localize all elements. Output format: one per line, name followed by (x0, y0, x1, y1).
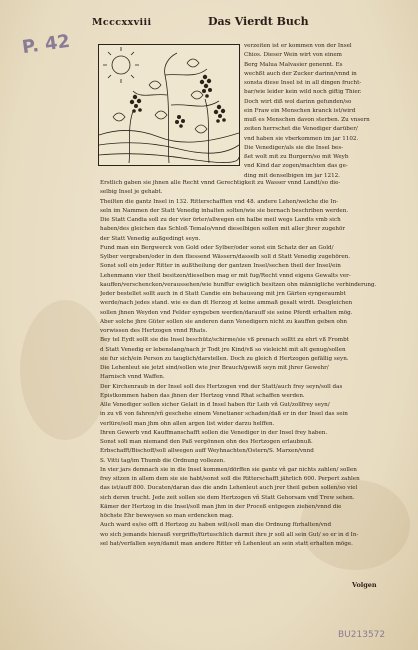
main-text-body (100, 179, 404, 549)
body-text-line: frey sitzen in allem dem sie sie habt/sonst soll die Ritterschafft jährlich 600. Perpert zahlen (100, 476, 360, 482)
body-text-line: vorwissen des Hertzogen vnnd Rhats. (100, 328, 208, 334)
archive-number: BU213572 (338, 630, 386, 640)
body-text-line: selbig Insel je gehabt. (100, 189, 163, 196)
side-text-line: bar/wie leider kein wild noch giftig Thier. (244, 89, 362, 96)
body-text-line: Sonst soll man niemand den Paß vergönnen ohn des Hertzogen erlaubnuß. (100, 439, 313, 445)
body-text-line: das ist/auff 800. Ducaten/daran das die andn Lehenleut auch jrer theil geben sollen/so viel (100, 485, 358, 492)
body-text-line: Erstlich gaben sie jhnen alle Recht vnnd Gerechtigkeit zu Wasser vnnd Landt/so die- (100, 180, 341, 186)
side-text-line: ßet wolt mit zu Burgern/so mit Weyb (244, 154, 349, 160)
side-text-line: ein Fraw ein Menschen kranck ist/wird (244, 107, 356, 114)
body-text-line: Erbschafft/Bischoff/soll allwegen auff Weyhnachten/Ostern/S. Marxen/vnnd (100, 448, 314, 455)
running-title: Das Vierdt Buch (208, 15, 309, 28)
body-text-line: höchste Ehr beweysen so man erdencken mag. (100, 513, 234, 519)
body-text-line: kauffen/verschencken/veraussehen/wie hunffur ewiglich besitzen ohn männigliche verhinderung. (100, 281, 377, 288)
body-text-line: sich deren trucht. Jede zeit sollen sie dem Hertzogen vñ Statt Gehorsam vnd Trew sehen. (100, 494, 355, 501)
side-text-line: Doch wirt diß wol darinn gefunden/so (244, 98, 352, 105)
body-text-line: wo sich jemands hierauß vergriffe/fürtuschlich darmit ihre jr soll all sein Gut/ so er in d In- (100, 531, 359, 538)
side-text-line: vnd haben sie vberkommen im jar 1102. (244, 135, 359, 142)
side-text-line: vnd Kind dar zogen/machten das ge- (244, 163, 348, 170)
body-text-line: Kämer der Hertzog in die Insel/soll man jhm in der Proceß entgegen ziehen/vnnd die (100, 503, 342, 510)
body-text-line: Ihren Gewerb vnd Kauffmanschafft sollen die Venediger in der Insel frey haben. (100, 429, 328, 436)
body-text-line: Alle Venediger sollen sicher Gelait in d Insel haben für Leib vñ Gut/zollfrey seyn/ (100, 402, 330, 408)
body-text-line: haben/des gleichen das Schloß Temalo/vnnd dieselbigen sollen mit aller jhrer zugehör (100, 226, 346, 233)
woodcut-grapevine-image (99, 45, 239, 165)
folio-number: Mcccxxviii (92, 17, 152, 28)
body-text-line: in zu vß von fahren/vñ geschehe einem Venetianer schaden/daß er in der Insel das sein (100, 411, 348, 418)
side-text-line: Die Venediger/als sie die Insel bes- (244, 144, 344, 151)
body-text-line: Harnisch vnnd Waffen. (100, 374, 165, 381)
side-text-line: ding mit denselbigen im jar 1212. (244, 172, 340, 179)
body-text-line: Aber solche jhre Güter sollen sie anderen dann Venedigern nicht zu kauffen geben ohn (100, 318, 348, 325)
body-text-line: Theilten die gantz Insel in 132. Ritterschafften vnd 48. andere Lehen/welche die In- (100, 198, 339, 205)
catchword: Volgen (352, 581, 377, 589)
body-text-line: Die Statt Candia soll zu der vier örter/allwegen ein halbe meil wegs Landts vmb sich (100, 217, 341, 223)
body-text-line: Epistkommen haben das jhnen der Hertzog vnnd Rhat schaffen werden. (100, 392, 305, 399)
side-text-line: verzeiten ist er kommen von der Insel (244, 43, 352, 49)
paper-stain (20, 300, 110, 440)
body-text-line: S. Vitti tag/im Thumb die Ordnung vollezen. (100, 457, 226, 464)
body-text-line: Bey tel Eydt sollt sie die Insel beschütz/schirme/sie vß prenach solltt zu ehrt vß Frombt (100, 337, 349, 344)
body-text-line: seln im Nammen der Statt Venedig inhalten solten/wie sie hernach beschriben werden. (100, 207, 349, 214)
body-text-line: verlüre/soll man jhm ohn allen argen list wider darzu helffen. (100, 420, 275, 427)
pencil-mark: P. 42 (20, 30, 72, 59)
body-text-line: der Statt Venedig außgedingt seyn. (100, 235, 201, 242)
body-text-line: werde/nach jedes stand. wie es dan dt Herzog zt keine ammaß gesalt wirdt. Desgleichen (100, 300, 353, 307)
body-text-line: d Statt Venedig er lebenslang/nach jr Todt jre Kind/vß so vieleicht mit alt genug/sollen (100, 346, 346, 353)
side-text-line: Berg Malua Malvasier genennt. Es (244, 61, 343, 68)
body-text-line: Fund man ein Bergwerck von Gold oder Sylber/oder sonst ein Schatz der an Gold/ (100, 244, 334, 251)
body-text-line: sie fur sich/ein Person zu tauglich/darstellen. Doch zu gleich d Hertzogen gefällig seyn. (100, 355, 349, 362)
body-text-line: Auch ward es/so offt d Hertzog zu haben will/soll man die Ordnung fürhalten/vnd (100, 522, 332, 529)
body-text-line: sel hat/verfallen seyn/damit man andere Ritter vñ Lehenleut an sein statt erhalten möge. (100, 540, 353, 547)
body-text-line: Sonst soll ein jeder Ritter in außtheilung der gantzen Insel/sechen theil der Insel/ein (100, 263, 341, 270)
side-text-line: sonsta diese Insel ist in all dingen frucht- (244, 80, 362, 86)
side-text-line: zeiten herrschet die Venediger darüber/ (244, 126, 358, 133)
body-text-line: In vier jars demnach sie in die Insel kommen/dörffen sie gantz vñ gar nichts zahlen/ sollen (100, 466, 357, 473)
body-text-line: Sylber vergraben/oder in den fliessend Wässern/dasselb soll d Statt Venedig zugehören. (100, 254, 351, 260)
body-text-line: Der Kirchenraub in der Insel soll des Hertzogen vnd der Statt/auch frey seyn/soll das (100, 383, 343, 390)
woodcut-illustration (98, 44, 240, 166)
body-text-line: sollen jhnen Weyden vnd Felder eyngeben werden/darauff sie seine Pferdt erhalten mög. (100, 309, 353, 316)
side-text-line: Chios. Dieser Wein wirt von einem (244, 52, 342, 59)
side-text-line: muß es Menschen davon sterben. Zu vnsern (244, 117, 370, 123)
side-text-column (244, 42, 404, 181)
body-text-line: Lehenmann vier theil besitzen/dieselben mag er mit fug/Recht vnnd eigens Gewalts ver- (100, 272, 351, 279)
body-text-line: Jeder bestellet sollt auch in d Statt Candie ein behausung mit jrn Gärten eyngeraumbt (100, 291, 346, 297)
side-text-line: wechßt auch der Zucker darinn/vnnd in (244, 70, 357, 77)
body-text-line: Die Lehenleut sie jetzt sind/sollen wie jrer Brauch/gewiß seyn mit jhrer Gewehr/ (100, 365, 329, 371)
